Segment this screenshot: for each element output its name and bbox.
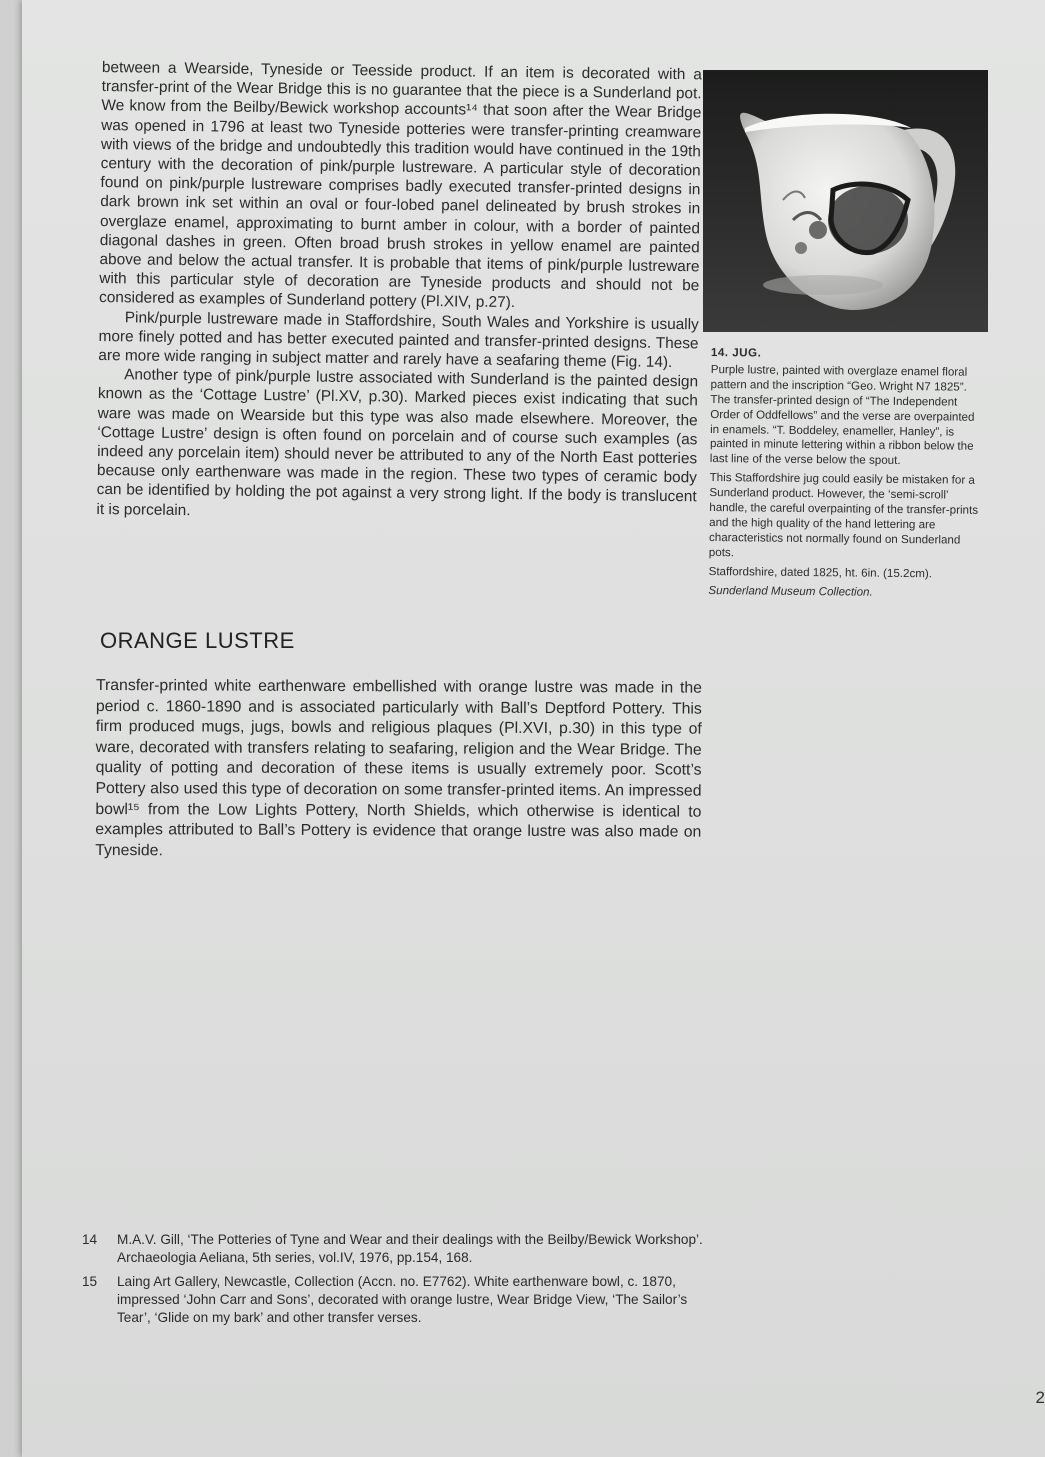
figure-description: Purple lustre, painted with overglaze enamel floral pattern and the inscription “Geo. Wright N7 1825”. The transfer-printed design of “The Independent Order of Oddfellows” and the verse are overpainted in enamels. “T. Boddeley, enameller, Hanley”, is painted in minute lettering within a ribbon below the last line of the verse below the spout. [709, 362, 975, 468]
footnote-14 [82, 1231, 722, 1267]
jug-illustration [703, 70, 988, 332]
body-paragraph-1: between a Wearside, Tyneside or Teesside product. If an item is decorated with a transfer-print of the Wear Bridge this is no guarantee that the piece is a Sunderland pot. We know from the Beilby/Bewick workshop accounts¹⁴ that soon after the Wear Bridge was opened in 1796 at least two Tyneside potteries were transfer-printing creamware with views of the bridge and undoubtedly this tradition would have continued in the 19th century with the decoration of pink/purple lustreware. A particular style of decoration found on pink/purple lustreware comprises badly executed transfer-printed designs in dark brown ink set within an oval or four-lobed panel delineated by brush strokes in overglaze enamel, approximating to burnt amber in colour, with a border of painted diagonal dashes in green. Often broad brush strokes in yellow enamel are painted above and below the actual transfer. It is probable that items of pink/purple lustreware with this particular style of decoration are Tyneside products and should not be considered as examples of Sunderland pottery (Pl.XIV, p.27). [98, 58, 702, 312]
jug-photograph [703, 70, 988, 332]
figure-caption [708, 346, 987, 605]
footnote-15 [82, 1273, 722, 1327]
body-paragraph-2: Pink/purple lustreware made in Staffordshire, South Wales and Yorkshire is usually more finely potted and has better executed painted and transfer-printed designs. These are more wide ranging in subject matter and rarely have a seafaring theme (Fig. 14). [98, 308, 699, 372]
orange-lustre-paragraph: Transfer-printed white earthenware embellished with orange lustre was made in the period c. 1860-1890 and is associated particularly with Ball’s Deptford Pottery. This firm produced mugs, jugs, bowls and religious plaques (Pl.XVI, p.30) in this type of ware, decorated with transfers relating to seafaring, religion and the Wear Bridge. The quality of potting and decoration of these items is usually extremely poor. Scott’s Pottery also used this type of decoration on some transfer-printed items. An impressed bowl¹⁵ from the Low Lights Pottery, North Shields, which otherwise is identical to examples attributed to Ball’s Pottery is evidence that orange lustre was also made on Tyneside. [95, 677, 702, 860]
main-text-column [96, 58, 702, 526]
footnote-text: M.A.V. Gill, ‘The Potteries of Tyne and Wear and their dealings with the Beilby/Bewick Workshop’. Archaeologia Aeliana, 5th series, vol.IV, 1976, pp.154, 168. [117, 1232, 703, 1265]
body-paragraph-3: Another type of pink/purple lustre associated with Sunderland is the painted design known as the ‘Cottage Lustre’ (Pl.XV, p.30). Marked pieces exist indicating that such ware was made on Wearside but this type was also made elsewhere. Moreover, the ‘Cottage Lustre’ design is often found on porcelain and of course such examples (as indeed any porcelain item) should never be attributed to any of the North East potteries because only earthenware was made in the region. These two types of ceramic body can be identified by holding the pot against a very strong light. If the body is translucent it is porcelain. [96, 366, 699, 519]
footnote-text: Laing Art Gallery, Newcastle, Collection (Accn. no. E7762). White earthenware bowl, c. 1870, impressed ‘John Carr and Sons’, decorated with orange lustre, Wear Bridge View, ‘The Sailor’s Tear’, ‘Glide on my bark’ and other transfer verses. [117, 1274, 688, 1325]
figure-provenance: Staffordshire, dated 1825, ht. 6in. (15.2cm). [708, 564, 933, 581]
page-number: 2 [1035, 1388, 1045, 1407]
footnotes [82, 1231, 722, 1333]
footnote-number: 14 [82, 1232, 98, 1247]
footnote-number: 15 [82, 1274, 98, 1289]
figure-title: 14. JUG. [710, 346, 762, 360]
book-page [22, 0, 1045, 1457]
figure-credit: Sunderland Museum Collection. [708, 583, 873, 599]
figure-note: This Staffordshire jug could easily be mistaken for a Sunderland product. However, the ‘semi-scroll’ handle, the careful overpainting of the transfer-prints and the high quality of the hand lettering are characteristics not normally found on Sunderland pots. [708, 471, 979, 560]
section-heading: ORANGE LUSTRE [100, 628, 295, 653]
